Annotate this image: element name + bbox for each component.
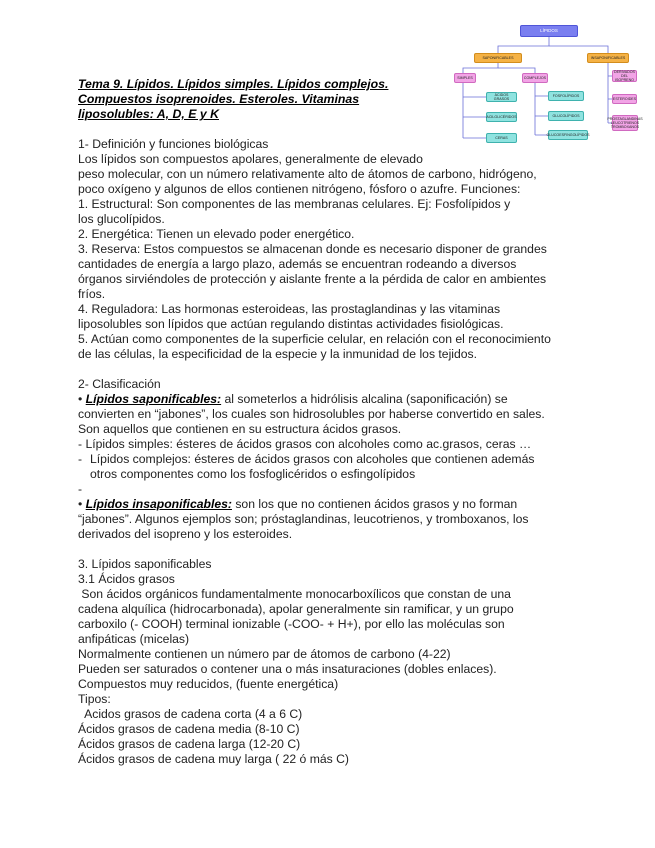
paragraph-line: 1. Estructural: Son componentes de las membranas celulares. Ej: Fosfolípidos y bbox=[78, 197, 511, 211]
title-line: Tema 9. Lípidos. Lípidos simples. Lípidos complejos. bbox=[78, 77, 389, 91]
paragraph-line: Normalmente contienen un número par de átomos de carbono (4-22) bbox=[78, 647, 451, 661]
list-item: Ácidos grasos de cadena larga (12-20 C) bbox=[78, 737, 301, 751]
diagram-node-derivados-isopreno: DERIVADOS DEL ISOPRENO bbox=[612, 70, 637, 82]
paragraph-line: 5. Actúan como componentes de la superficie celular, en relación con el reconocimiento bbox=[78, 332, 551, 346]
paragraph-line: cadena alquílica (hidrocarbonada), apolar generalmente sin ramificar, y un grupo bbox=[78, 602, 514, 616]
paragraph-line: 3. Reserva: Estos compuestos se almacenan donde es necesario disponer de grandes bbox=[78, 242, 547, 256]
diagram-node-acilgliceridos: ACILGLICÉRIDOS bbox=[486, 112, 517, 122]
diagram-node-insaponificables: INSAPONIFICABLES bbox=[587, 53, 629, 63]
paragraph-line: convierten en “jabones”, los cuales son hidrosolubles por haberse convertido en sales. bbox=[78, 407, 545, 421]
paragraph-line bbox=[78, 392, 588, 407]
diagram-node-esteroides: ESTEROIDES bbox=[612, 94, 637, 104]
list-item: Ácidos grasos de cadena media (8-10 C) bbox=[78, 722, 300, 736]
lipid-classification-diagram bbox=[448, 20, 643, 150]
section-heading: 3. Lípidos saponificables bbox=[78, 557, 212, 571]
paragraph-line: los glucolípidos. bbox=[78, 212, 165, 226]
paragraph-line: órganos sirviéndoles de protección y aislante frente a la pérdida de calor en ambientes bbox=[78, 272, 547, 286]
paragraph-line: poco oxígeno y algunos de ellos contienen nitrógeno, fósforo o azufre. Funciones: bbox=[78, 182, 521, 196]
paragraph-line: Los lípidos son compuestos apolares, generalmente de elevado bbox=[78, 152, 423, 166]
diagram-node-saponificables: SAPONIFICABLES bbox=[474, 53, 522, 63]
title-line: liposolubles: A, D, E y K bbox=[78, 107, 219, 121]
term-insaponificables: Lípidos insaponificables: bbox=[85, 497, 232, 511]
paragraph-line: peso molecular, con un número relativamente alto de átomos de carbono, hidrógeno, bbox=[78, 167, 537, 181]
paragraph-line: Pueden ser saturados o contener una o más insaturaciones (dobles enlaces). bbox=[78, 662, 497, 676]
page-title bbox=[78, 77, 418, 122]
spacer bbox=[78, 542, 588, 557]
paragraph-line bbox=[78, 497, 588, 512]
diagram-node-prostaglandinas: PROSTAGLANDINAS LEUCOTRIENOS TROMBOXANOS bbox=[607, 117, 643, 129]
section-heading: 1- Definición y funciones biológicas bbox=[78, 137, 269, 151]
paragraph-line: Lípidos complejos: ésteres de ácidos grasos con alcoholes que contienen además bbox=[90, 452, 535, 466]
document-body bbox=[78, 137, 588, 767]
paragraph-line: Compuestos muy reducidos, (fuente energética) bbox=[78, 677, 339, 691]
paragraph-line: cantidades de energía a largo plazo, además se encuentran rodeando a diversos bbox=[78, 257, 517, 271]
paragraph-line: “jabones”. Algunos ejemplos son; próstaglandinas, leucotrienos, y tromboxanos, los bbox=[78, 512, 529, 526]
paragraph-line: 4. Reguladora: Las hormonas esteroideas, las prostaglandinas y las vitaminas bbox=[78, 302, 501, 316]
paragraph-line: de las células, la especificidad de la especie y la inmunidad de los tejidos. bbox=[78, 347, 478, 361]
diagram-node-simples: SIMPLES bbox=[454, 73, 476, 83]
bullet: • bbox=[78, 497, 83, 511]
list-item bbox=[78, 452, 588, 467]
paragraph-line: Son aquellos que contienen en su estructura ácidos grasos. bbox=[78, 422, 402, 436]
paragraph-line: - bbox=[78, 482, 83, 496]
section-heading: 2- Clasificación bbox=[78, 377, 161, 391]
term-definition: al someterlos a hidrólisis alcalina (saponificación) se bbox=[221, 392, 508, 406]
diagram-node-ceras: CERAS bbox=[486, 133, 517, 143]
paragraph-line: anfipáticas (micelas) bbox=[78, 632, 190, 646]
paragraph-line: Tipos: bbox=[78, 692, 111, 706]
diagram-node-glucolipidos: GLUCOLÍPIDOS bbox=[548, 111, 584, 121]
paragraph-line: - Lípidos simples: ésteres de ácidos grasos con alcoholes como ac.grasos, ceras … bbox=[78, 437, 532, 451]
paragraph-line: otros componentes como los fosfoglicéridos o esfingolípidos bbox=[90, 467, 416, 481]
diagram-node-lipidos: LÍPIDOS bbox=[520, 25, 578, 37]
paragraph-line: fríos. bbox=[78, 287, 106, 301]
paragraph-line: Son ácidos orgánicos fundamentalmente monocarboxílicos que constan de una bbox=[78, 587, 511, 601]
paragraph-line: derivados del isopreno y los esteroides. bbox=[78, 527, 293, 541]
paragraph-line: liposolubles son lípidos que actúan regulando distintas actividades fisiológicas. bbox=[78, 317, 504, 331]
paragraph-line: carboxilo (- COOH) terminal ionizable (-COO- + H+), por ello las moléculas son bbox=[78, 617, 505, 631]
diagram-node-acidos-grasos: ÁCIDOS GRASOS bbox=[486, 92, 517, 102]
paragraph-line: 2. Energética: Tienen un elevado poder energético. bbox=[78, 227, 355, 241]
subsection-heading: 3.1 Ácidos grasos bbox=[78, 572, 175, 586]
list-item: Ácidos grasos de cadena muy larga ( 22 ó más C) bbox=[78, 752, 349, 766]
title-line: Compuestos isoprenoides. Esteroles. Vitaminas bbox=[78, 92, 360, 106]
dash-marker: - bbox=[78, 452, 83, 466]
diagram-node-complejos: COMPLEJOS bbox=[522, 73, 548, 83]
diagram-connectors bbox=[448, 20, 643, 150]
bullet: • bbox=[78, 392, 83, 406]
diagram-node-glucoesfingolipidos: GLUCOESFINGOLÍPIDOS bbox=[548, 130, 588, 140]
term-saponificables: Lípidos saponificables: bbox=[85, 392, 222, 406]
term-definition: son los que no contienen ácidos grasos y no forman bbox=[231, 497, 518, 511]
spacer bbox=[78, 362, 588, 377]
list-item: Acidos grasos de cadena corta (4 a 6 C) bbox=[78, 707, 303, 721]
diagram-node-fosfolipidos: FOSFOLÍPIDOS bbox=[548, 91, 584, 101]
